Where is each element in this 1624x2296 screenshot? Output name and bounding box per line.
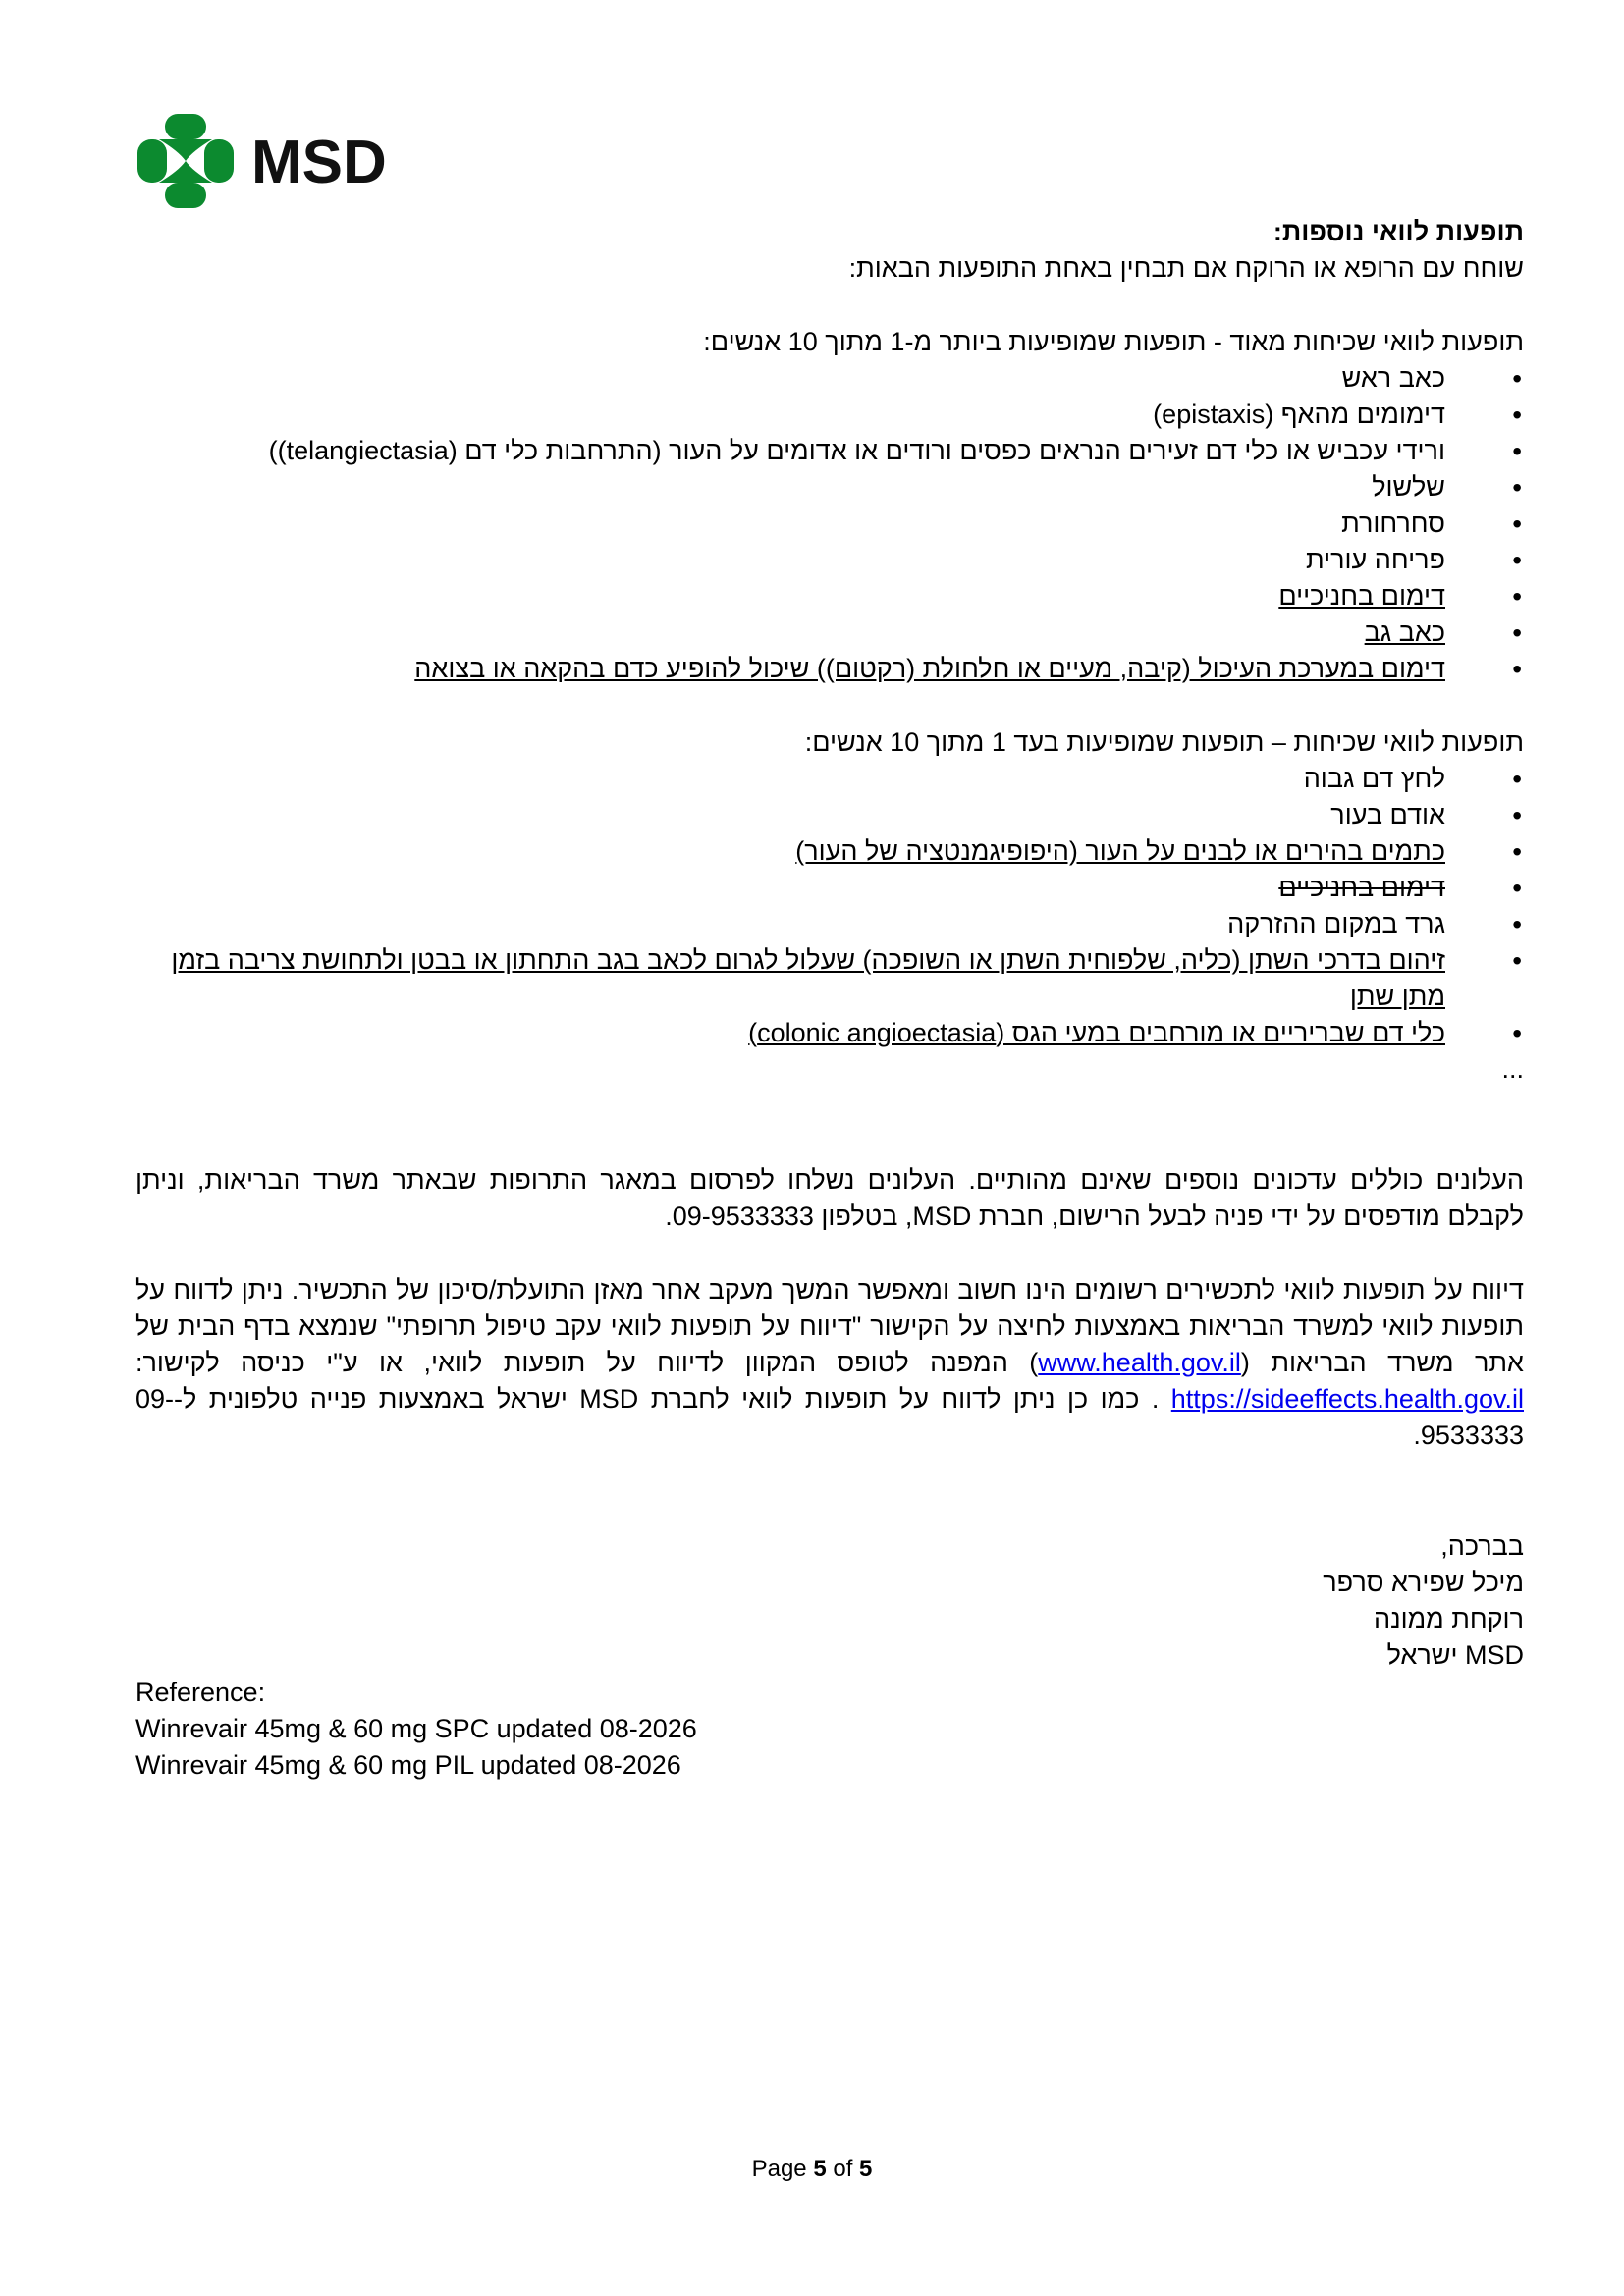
page-number: Page 5 of 5 (751, 2156, 873, 2182)
section-intro: שוחח עם הרופא או הרוקח אם תבחין באחת התופעות הבאות: (848, 253, 1524, 283)
signature-greeting: בברכה, (1440, 1531, 1524, 1561)
list-item: • דימום בחניכיים (135, 870, 1445, 906)
very-common-list (135, 360, 1524, 687)
list-item: • לחץ דם גבוה (135, 761, 1445, 797)
signature-company: MSD ישראל (1386, 1640, 1524, 1670)
sideeffects-link[interactable]: https://sideeffects.health.gov.il (1170, 1384, 1524, 1414)
list-item: • כתמים בהירים או לבנים על העור (היפופיגמנטציה של העור) (135, 833, 1445, 870)
msd-logo (137, 112, 403, 210)
list-item: • זיהום בדרכי השתן (כליה, שלפוחית השתן או השופכה) שעלול לגרום לכאב בגב התחתון או בבטן ולתחושת צריבה בזמן מתן שתן (135, 942, 1445, 1015)
logo-wordmark: MSD (251, 129, 387, 196)
health-gov-link[interactable]: www.health.gov.il (1038, 1348, 1241, 1377)
signature-title: רוקחת ממונה (1373, 1604, 1524, 1633)
letter-body (135, 214, 1524, 1674)
reference-line: Winrevair 45mg & 60 mg PIL updated 08-2026 (135, 1750, 681, 1780)
common-list (135, 761, 1524, 1051)
list-item: • ורידי עכביש או כלי דם זעירים הנראים כפסים ורודים או אדומים על העור (התרחבות כלי דם (telangiectasia)) (135, 433, 1445, 469)
msd-logo-graphic (137, 112, 403, 210)
list-item: • כאב גב (135, 614, 1445, 651)
list-item: • גרד במקום ההזרקה (135, 906, 1445, 942)
list-item: • דימומים מהאף (epistaxis) (135, 397, 1445, 433)
list-item: • כאב ראש (135, 360, 1445, 397)
list-item: • דימום בחניכיים (135, 578, 1445, 614)
list-item: • פריחה עורית (135, 542, 1445, 578)
section-heading: תופעות לוואי נוספות: (1272, 217, 1524, 246)
reference-label: Reference: (135, 1678, 266, 1707)
signature-block (135, 1528, 1524, 1674)
reference-block (135, 1675, 697, 1784)
list-item: • סחרחורת (135, 506, 1445, 542)
list-ellipsis: ... (1501, 1054, 1524, 1084)
very-common-title: תופעות לוואי שכיחות מאוד - תופעות שמופיעות ביותר מ-1 מתוך 10 אנשים: (703, 327, 1524, 356)
reporting-paragraph: דיווח על תופעות לוואי לתכשירים רשומים הינו חשוב ומאפשר המשך מעקב אחר מאזן התועלת/סיכון של התכשיר. ניתן לדווח על תופעות לוואי למשרד הבריאות באמצעות לחיצה על הקישור "דיווח על תופעות לוואי עקב טיפול תרופתי" שנמצא בדף הבית של אתר משרד הבריאות (www.health.gov.il) המפנה לטופס המקוון לדיווח על תופעות לוואי, או ע"י כניסה לקישור: https://sideeffects.health.gov.il . כמו כן ניתן לדווח על תופעות לוואי לחברת MSD ישראל באמצעות פנייה טלפונית ל-09-9533333. (135, 1275, 1524, 1450)
signature-name: מיכל שפירא סרפר (1323, 1568, 1524, 1597)
update-paragraph: העלונים כוללים עדכונים נוספים שאינם מהותיים. העלונים נשלחו לפרסום במאגר התרופות שבאתר משרד הבריאות, וניתן לקבלם מודפסים על ידי פניה לבעל הרישום, חברת MSD, בטלפון 09-9533333. (135, 1165, 1524, 1231)
list-item: • דימום במערכת העיכול (קיבה, מעיים או חלחולת (רקטום)) שיכול להופיע כדם בהקאה או בצואה (135, 651, 1445, 687)
list-item: • כלי דם שבריריים או מורחבים במעי הגס (colonic angioectasia) (135, 1015, 1445, 1051)
common-title: תופעות לוואי שכיחות – תופעות שמופיעות בעד 1 מתוך 10 אנשים: (804, 727, 1524, 757)
reference-line: Winrevair 45mg & 60 mg SPC updated 08-2026 (135, 1714, 697, 1743)
list-item: • שלשול (135, 469, 1445, 506)
list-item: • אודם בעור (135, 797, 1445, 833)
